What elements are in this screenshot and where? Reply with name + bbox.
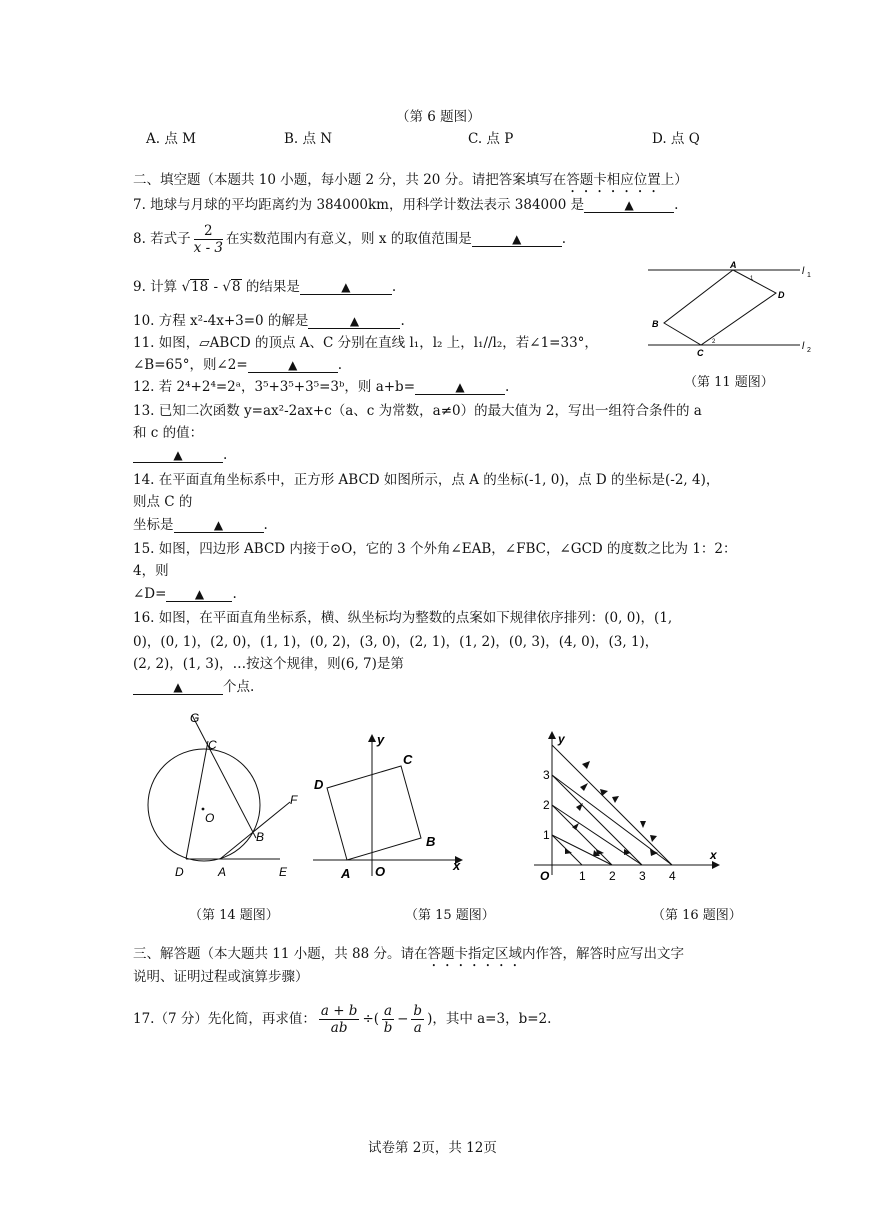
question-16-line4: ▲ 个点. — [133, 678, 254, 696]
svg-text:3: 3 — [639, 869, 646, 883]
section3-header-line1: 三、解答题（本大题共 11 小题，共 88 分。请在答题卡指定区域内作答，解答时应写出文字 — [133, 946, 685, 962]
svg-text:l: l — [802, 266, 805, 277]
svg-text:B: B — [426, 834, 436, 849]
option-d: D. 点 Q — [652, 131, 700, 147]
svg-text:O: O — [205, 811, 215, 825]
svg-text:1: 1 — [579, 869, 586, 883]
question-8: 8. 若式子 $\frac{2}{x - 3}$ 在实数范围内有意义，则 x 的取值范围是 ▲ . — [133, 223, 567, 256]
svg-text:1: 1 — [543, 828, 550, 842]
question-16-line2: 0)，(0, 1)，(2, 0)，(1, 1)，(0, 2)，(3, 0)，(2, 1)，(1, 2)，(0, 3)，(4, 0)，(3, 1)， — [133, 634, 659, 650]
svg-text:A: A — [341, 866, 351, 881]
svg-text:G: G — [190, 711, 200, 725]
svg-text:2: 2 — [712, 339, 716, 345]
svg-text:A: A — [730, 260, 737, 270]
question-15-line1: 15. 如图，四边形 ABCD 内接于⊙O，它的 3 个外角∠EAB，∠FBC，∠GCD 的度数之比为 1：2： — [133, 541, 737, 557]
svg-text:O: O — [375, 864, 386, 879]
question-17: 17.（7 分）先化简，再求值： $\frac{a + b}{ab}$ ÷( $\frac{a}{b}$ − $\frac{b}{a}$ )，其中 a=3，b=2. — [133, 1003, 552, 1036]
svg-text:E: E — [279, 865, 288, 879]
svg-text:C: C — [208, 738, 217, 752]
svg-text:2: 2 — [609, 869, 616, 883]
fig15-caption: （第 15 题图） — [405, 908, 495, 923]
fig11-caption: （第 11 题图） — [684, 375, 774, 390]
question-16-line3: (2, 2)，(1, 3)，…按这个规律，则(6, 7)是第 — [133, 656, 404, 672]
svg-text:D: D — [314, 777, 324, 792]
svg-text:2: 2 — [807, 347, 811, 354]
svg-text:l: l — [802, 341, 805, 352]
question-14-line3: 坐标是 ▲ . — [133, 517, 268, 533]
section3-header-line2: 说明、证明过程或演算步骤） — [133, 969, 309, 985]
svg-text:1: 1 — [807, 272, 811, 279]
svg-text:3: 3 — [543, 768, 550, 782]
svg-text:B: B — [652, 319, 659, 329]
svg-text:C: C — [697, 348, 704, 358]
svg-text:D: D — [175, 865, 184, 879]
question-12: 12. 若 2⁴+2⁴=2ᵃ，3⁵+3⁵+3⁵=3ᵇ，则 a+b= ▲ . — [133, 379, 510, 395]
svg-text:x: x — [710, 848, 717, 862]
question-10: 10. 方程 x²-4x+3=0 的解是 ▲ . — [133, 313, 405, 329]
question-13-line3: ▲ . — [133, 446, 227, 464]
question-13-line2: 和 c 的值： — [133, 425, 204, 441]
page-footer: 试卷第 2页，共 12页 — [368, 1140, 497, 1156]
svg-text:2: 2 — [543, 798, 550, 812]
svg-text:B: B — [256, 830, 265, 844]
svg-text:y: y — [558, 732, 565, 746]
section2-header: 二、填空题（本题共 10 小题，每小题 2 分，共 20 分。请把答案填写在答题卡相应位置上） — [133, 172, 688, 188]
question-16-line1: 16. 如图，在平面直角坐标系，横、纵坐标均为整数的点案如下规律依序排列：(0, 0)，(1, — [133, 610, 673, 626]
question-14-line2: 则点 C 的 — [133, 494, 193, 510]
svg-text:C: C — [403, 752, 413, 767]
option-a: A. 点 M — [146, 131, 196, 147]
figure-11 — [640, 258, 820, 368]
svg-text:A: A — [218, 865, 227, 879]
figure-14 — [140, 705, 310, 880]
question-7: 7. 地球与月球的平均距离约为 384000km，用科学计数法表示 384000 是 ▲ . — [133, 197, 679, 213]
question-13-line1: 13. 已知二次函数 y=ax²-2ax+c（a、c 为常数，a≠0）的最大值为 2，写出一组符合条件的 a — [133, 403, 702, 419]
question-15-line2: 4，则 — [133, 563, 169, 579]
question-11-line1: 11. 如图，▱ABCD 的顶点 A、C 分别在直线 l₁，l₂ 上，l₁//l₂，若∠1=33°， — [133, 335, 598, 351]
figure-15 — [305, 728, 475, 883]
svg-text:F: F — [290, 793, 298, 807]
option-b: B. 点 N — [284, 131, 333, 147]
figure-16 — [520, 725, 730, 885]
fig14-caption: （第 14 题图） — [189, 908, 279, 923]
svg-text:x: x — [453, 858, 461, 873]
svg-text:D: D — [778, 290, 785, 300]
question-9: 9. 计算 √18 - √8 的结果是 ▲ . — [133, 279, 397, 295]
svg-text:O: O — [540, 869, 550, 883]
fig16-caption: （第 16 题图） — [652, 908, 742, 923]
question-14-line1: 14. 在平面直角坐标系中，正方形 ABCD 如图所示，点 A 的坐标(-1, 0)，点 D 的坐标是(-2, 4)， — [133, 472, 720, 488]
svg-text:1: 1 — [750, 276, 754, 282]
question-11-line2: ∠B=65°，则∠2= ▲ . — [133, 357, 342, 373]
svg-text:4: 4 — [669, 869, 676, 883]
fig6-caption: （第 6 题图） — [396, 109, 481, 125]
option-c: C. 点 P — [468, 131, 514, 147]
svg-text:y: y — [377, 732, 385, 747]
question-15-line3: ∠D= ▲ . — [133, 586, 237, 602]
